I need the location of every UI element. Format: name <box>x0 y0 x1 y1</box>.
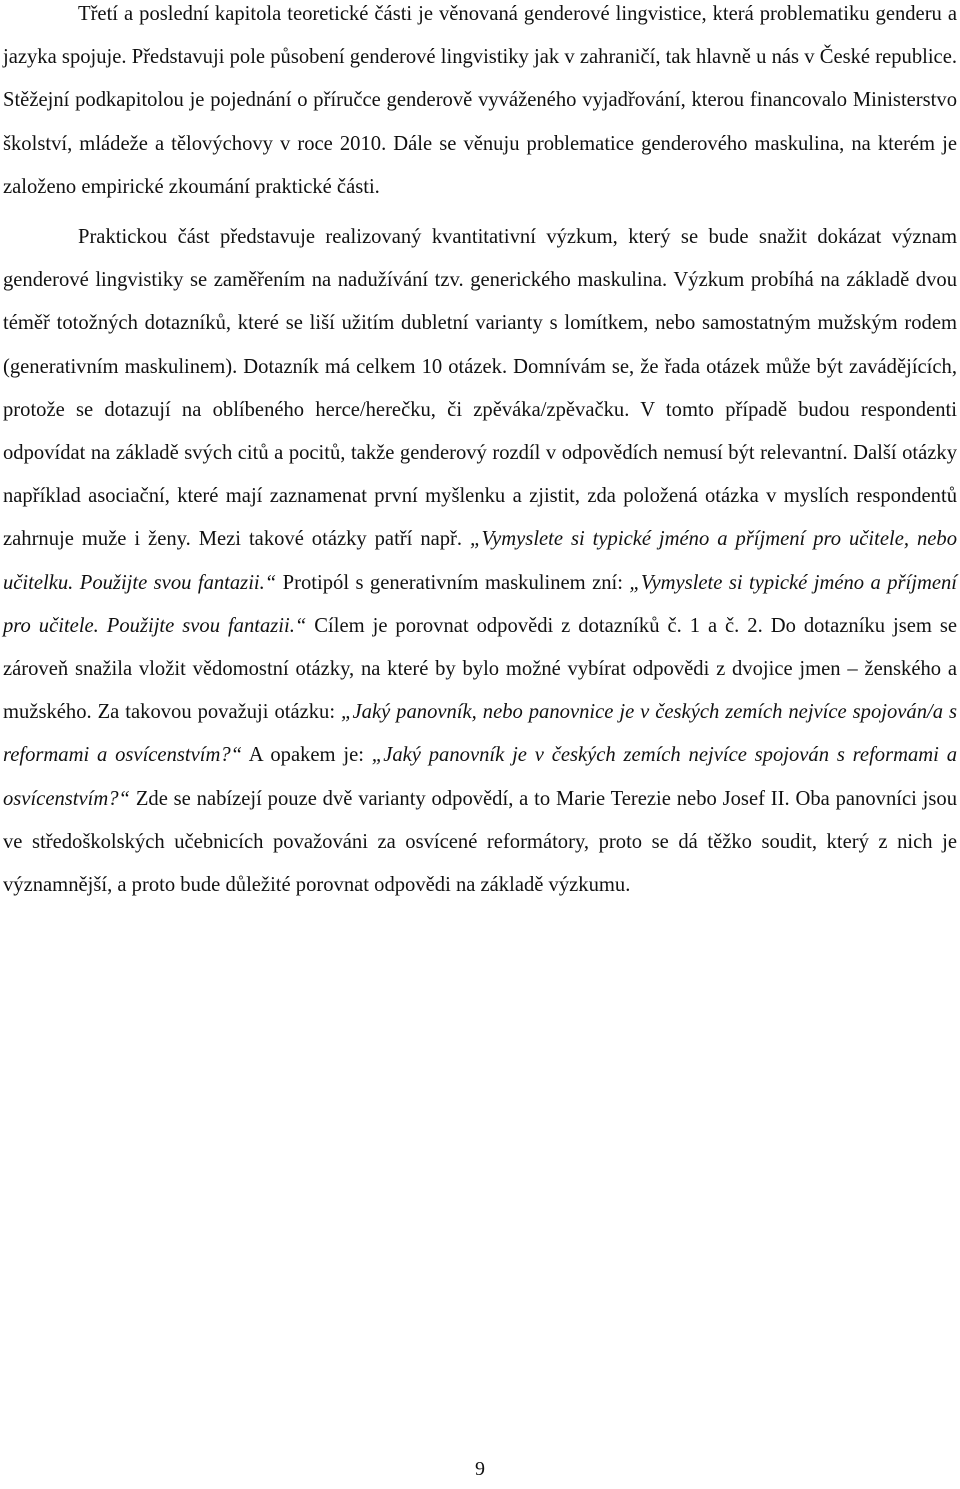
document-page <box>3 0 957 907</box>
paragraph-text: Praktickou část představuje realizovaný kvantitativní výzkum, který se bude snažit dokázat význam genderové lingvistiky se zaměřením na nadužívání tzv. generického maskulina. Výzkum probíhá na základě dvou téměř totožných dotazníků, které se liší užitím dubletní varianty s lomítkem, nebo samostatným mužským rodem (generativním maskulinem). Dotazník má celkem 10 otázek. Domnívám se, že řada otázek může být zavádějících, protože se dotazují na oblíbeného herce/herečku, či zpěváka/zpěvačku. V tomto případě budou respondenti odpovídat na základě svých citů a pocitů, takže genderový rozdíl v odpovědích nemusí být relevantní. Další otázky například asociační, které mají zaznamenat první myšlenku a zjistit, zda položená otázka v myslích respondentů zahrnuje muže i ženy. Mezi takové otázky patří např. <box>3 226 957 551</box>
paragraph-text: Cílem je porovnat odpovědi z dotazníků č. 1 a č. 2. Do dotazníku jsem se zároveň snažila vložit vědomostní otázky, na které by bylo možné vybírat odpovědi z dvojice jmen – ženského a mužského. Za takovou považuji otázku: <box>3 614 957 724</box>
paragraph-practical-part <box>3 216 957 907</box>
paragraph-intro <box>3 0 957 209</box>
question-quote-masculine-teacher: „Vymyslete si typické jméno a příjmení pro učitele. Použijte svou fantazii.“ <box>3 571 957 637</box>
paragraph-text: A opakem je: <box>242 744 372 767</box>
paragraph-text: Zde se nabízejí pouze dvě varianty odpovědí, a to Marie Terezie nebo Josef II. Oba panovníci jsou ve středoškolských učebnicích považováni za osvícené reformátory, proto se dá těžko soudit, který z nich je významnější, a proto bude důležité porovnat odpovědi na základě výzkumu. <box>3 787 957 897</box>
page-number: 9 <box>475 1458 485 1480</box>
question-quote-inclusive-ruler: „Jaký panovník, nebo panovnice je v českých zemích nejvíce spojován/a s reformami a osvícenstvím?“ <box>3 701 957 767</box>
question-quote-inclusive-teacher: „Vymyslete si typické jméno a příjmení pro učitele, nebo učitelku. Použijte svou fantazii.“ <box>3 528 957 594</box>
question-quote-masculine-ruler: „Jaký panovník je v českých zemích nejvíce spojován s reformami a osvícenstvím?“ <box>3 744 957 810</box>
paragraph-text: Protipól s generativním maskulinem zní: <box>276 571 630 594</box>
paragraph-text: Třetí a poslední kapitola teoretické části je věnovaná genderové lingvistice, která problematiku genderu a jazyka spojuje. Představuji pole působení genderové lingvistiky jak v zahraničí, tak hlavně u nás v České republice. Stěžejní podkapitolou je pojednání o příručce genderově vyváženého vyjadřování, kterou financovalo Ministerstvo školství, mládeže a tělovýchovy v roce 2010. Dále se věnuju problematice genderového maskulina, na kterém je založeno empirické zkoumání praktické části. <box>3 3 957 198</box>
